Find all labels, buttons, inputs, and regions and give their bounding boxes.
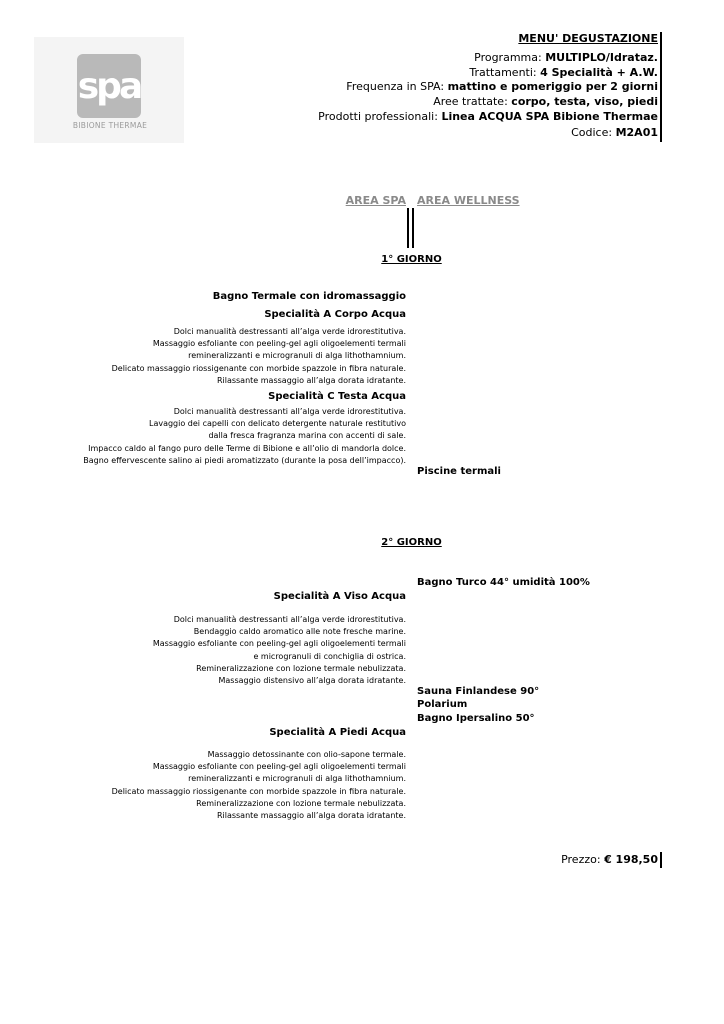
description-line: Massaggio esfoliante con peeling-gel agli oligoelementi termali	[152, 762, 406, 772]
menu-title: MENU' DEGUSTAZIONE	[518, 32, 658, 45]
description-line: Impacco caldo al fango puro delle Terme di Bibione e all’olio di mandorla dolce.	[88, 443, 406, 453]
day2-treatment-1-title: Specialità A Viso Acqua	[273, 591, 406, 602]
description-line: Rilassante massaggio all’alga dorata idratante.	[216, 375, 406, 385]
header-row-programma	[474, 51, 658, 65]
description-line: Dolci manualità destressanti all’alga verde idrorestitutiva.	[173, 615, 406, 624]
column-divider	[407, 208, 409, 248]
description-line: Remineralizzazione con lozione termale nebulizzata.	[196, 798, 406, 808]
day1-treatment-1-title: Specialità A Corpo Acqua	[264, 309, 406, 320]
day2-wellness-item: Bagno Ipersalino 50°	[417, 713, 535, 724]
description-line: Massaggio esfoliante con peeling-gel agli oligoelementi termali	[152, 339, 406, 349]
description-line: Bendaggio caldo aromatico alle note fresche marine.	[193, 627, 406, 637]
day2-wellness-item: Polarium	[417, 699, 468, 710]
day2-treatment-1-description	[153, 614, 406, 687]
logo-subtitle: BIBIONE THERMAE	[72, 121, 148, 130]
price	[561, 853, 658, 867]
description-line: Massaggio detossinante con olio-sapone termale.	[207, 750, 406, 759]
header-row-codice	[571, 126, 658, 140]
day1-treatment-2-description	[83, 406, 406, 467]
description-line: Dolci manualità destressanti all’alga verde idrorestitutiva.	[173, 327, 406, 336]
day1-treatment-1-description	[112, 326, 406, 387]
header-row-prodotti	[318, 110, 658, 124]
day-1-title: 1° GIORNO	[381, 254, 442, 265]
day1-wellness-item: Piscine termali	[417, 466, 501, 477]
day2-wellness-item: Sauna Finlandese 90°	[417, 686, 540, 697]
description-line: Massaggio esfoliante con peeling-gel agli oligoelementi termali	[152, 639, 406, 649]
description-line: Rilassante massaggio all’alga dorata idratante.	[216, 811, 406, 821]
header-value: mattino e pomeriggio per 2 giorni	[447, 80, 658, 93]
header-value: 4 Specialità + A.W.	[540, 66, 658, 79]
header-label: Aree trattate:	[433, 95, 508, 108]
column-divider	[412, 208, 414, 248]
day2-treatment-2-title: Specialità A Piedi Acqua	[269, 727, 406, 738]
header-label: Trattamenti:	[469, 66, 537, 79]
day-2-title: 2° GIORNO	[381, 537, 442, 548]
header-label: Programma:	[474, 51, 542, 64]
description-line: Bagno effervescente salino ai piedi aromatizzato (durante la posa dell’impacco).	[83, 455, 406, 465]
header-label: Frequenza in SPA:	[346, 80, 445, 93]
spa-logo	[77, 54, 141, 118]
description-line: remineralizzanti e microgranuli di alga lithothamnium.	[188, 774, 406, 784]
description-line: Lavaggio dei capelli con delicato detergente naturale restitutivo	[148, 419, 406, 429]
header-row-aree	[433, 95, 658, 109]
day2-wellness-item: Bagno Turco 44° umidità 100%	[417, 577, 590, 588]
description-line: dalla fresca fragranza marina con accenti di sale.	[208, 431, 406, 441]
header-value: MULTIPLO/Idrataz.	[545, 51, 658, 64]
day2-treatment-2-description	[112, 749, 406, 822]
price-value: € 198,50	[604, 853, 658, 866]
header-border	[660, 32, 662, 142]
description-line: Dolci manualità destressanti all’alga verde idrorestitutiva.	[173, 407, 406, 416]
area-spa-link[interactable]: AREA SPA	[345, 194, 406, 207]
header-label: Codice:	[571, 126, 613, 139]
description-line: Remineralizzazione con lozione termale nebulizzata.	[196, 663, 406, 673]
description-line: Delicato massaggio riossigenante con morbide spazzole in fibra naturale.	[111, 363, 406, 373]
header-label: Prodotti professionali:	[318, 110, 438, 123]
day1-bath: Bagno Termale con idromassaggio	[212, 291, 406, 302]
header-row-trattamenti	[469, 66, 658, 80]
description-line: Delicato massaggio riossigenante con morbide spazzole in fibra naturale.	[111, 786, 406, 796]
header-value: corpo, testa, viso, piedi	[511, 95, 658, 108]
area-wellness-link[interactable]: AREA WELLNESS	[417, 194, 520, 207]
description-line: remineralizzanti e microgranuli di alga lithothamnium.	[188, 351, 406, 361]
day1-treatment-2-title: Specialità C Testa Acqua	[268, 391, 406, 402]
price-border	[660, 852, 662, 868]
description-line: e microgranuli di conchiglia di ostrica.	[253, 651, 406, 661]
logo-mark-text: spa	[77, 65, 141, 107]
header-value: Linea ACQUA SPA Bibione Thermae	[441, 110, 658, 123]
price-label: Prezzo:	[561, 853, 601, 866]
header-value: M2A01	[615, 126, 658, 139]
description-line: Massaggio distensivo all’alga dorata idratante.	[218, 676, 406, 686]
header-row-frequenza	[346, 80, 658, 94]
